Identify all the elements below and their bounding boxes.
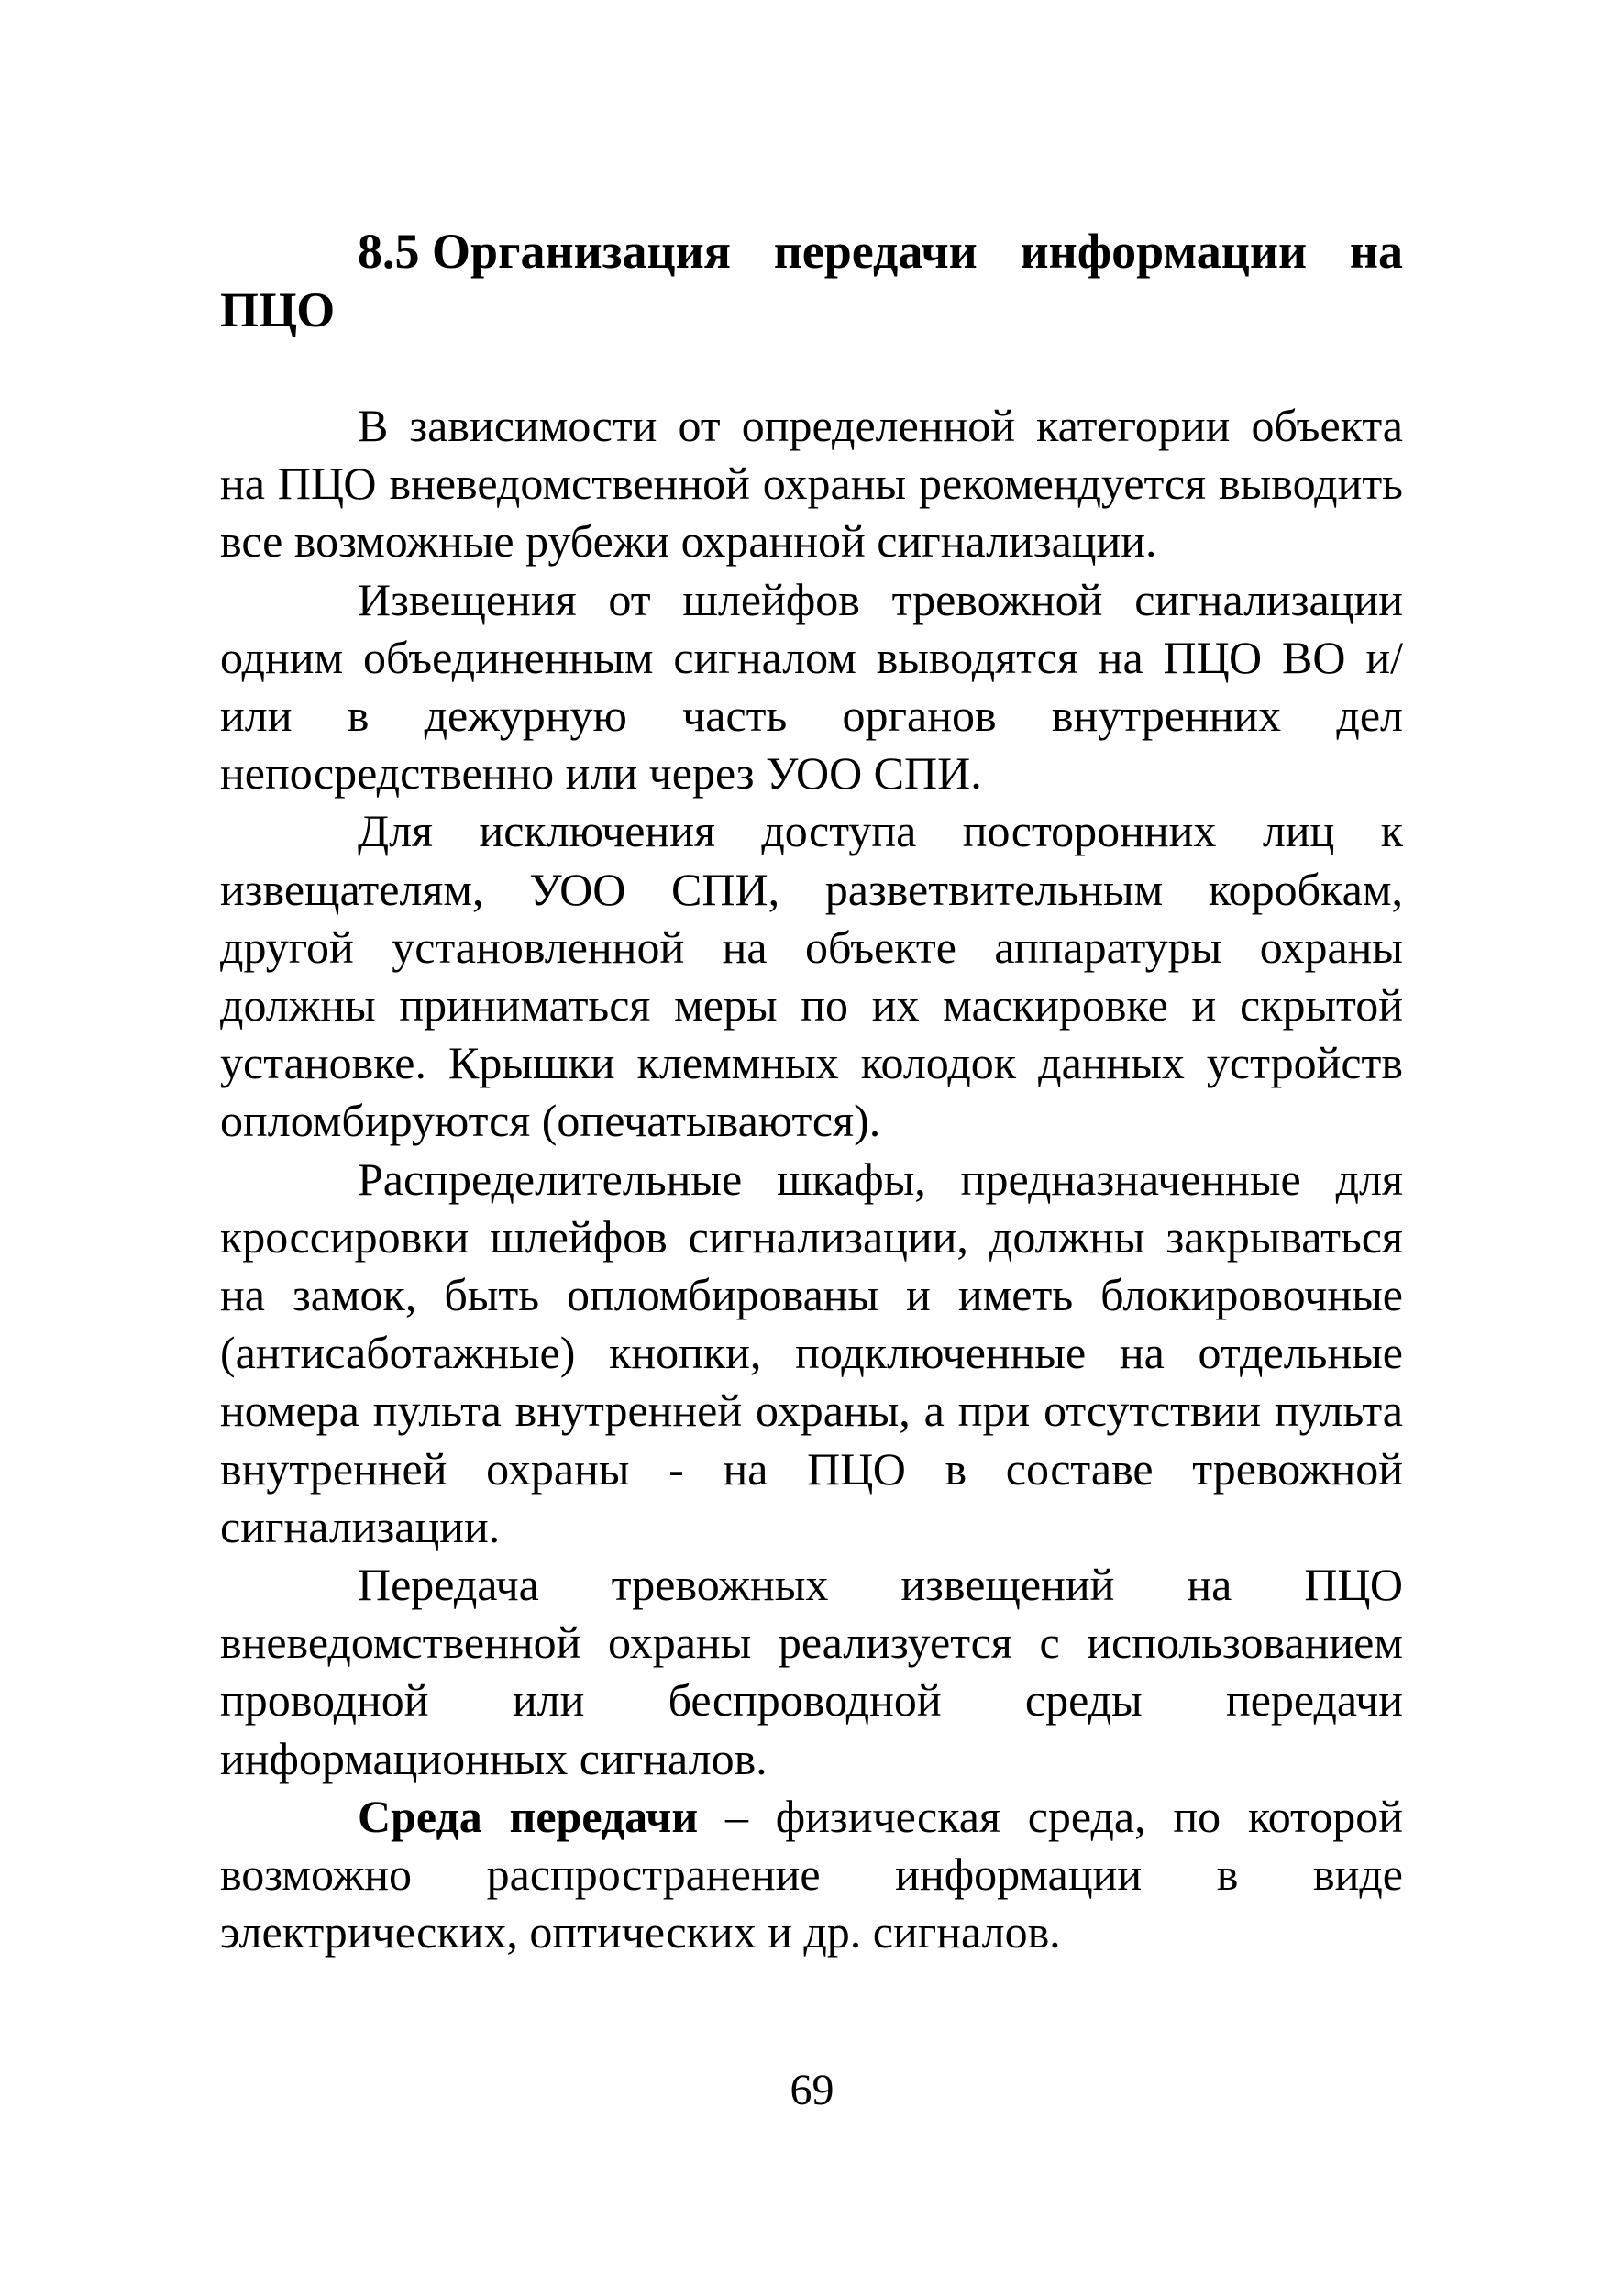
section-title-word: Организация [432,224,731,279]
section-heading-line-2: ПЦО [220,282,336,337]
section-title-word: передачи [773,224,978,279]
section-heading [220,222,1403,339]
section-heading-line-1 [220,222,1403,281]
paragraph: Передача тревожных извещений на ПЦО вневедомственной охраны реализуется с использованием проводной или беспроводной среды передачи информационных сигналов. [220,1559,1403,1784]
page-number: 69 [790,2066,834,2114]
paragraph: Для исключения доступа посторонних лиц к извещателям, УОО СПИ, разветвительным коробкам, другой установленной на объекте аппаратуры охраны должны приниматься меры по их маскировке и скрытой установке. Крышки клеммных колодок данных устройств опломбируются (опечатываются). [220,805,1403,1147]
section-title-word: на [1349,224,1403,279]
section-number: 8.5 [358,224,420,279]
paragraph: В зависимости от определенной категории объекта на ПЦО вневедомственной охраны рекомендуется выводить все возможные рубежи охранной сигнализации. [220,400,1403,568]
paragraph: Извещения от шлейфов тревожной сигнализации одним объединенным сигналом выводятся на ПЦО ВО и/или в дежурную часть органов внутренних дел непосредственно или через УОО СПИ. [220,573,1403,800]
paragraph: Распределительные шкафы, предназначенные для кроссировки шлейфов сигнализации, должны закрываться на замок, быть опломбированы и иметь блокировочные (антисаботажные) кнопки, подключенные на отдельные номера пульта внутренней охраны, а при отсутствии пульта внутренней охраны - на ПЦО в составе тревожной сигнализации. [220,1153,1403,1552]
definition-text: – физическая среда, по которой возможно распространение информации в виде электрических, оптических и др. сигналов. [220,1790,1403,1959]
definition-term: Среда передачи [358,1790,699,1842]
definition-paragraph [220,1788,1403,1962]
section-number-and-first-word [358,222,731,281]
body-text [220,397,1403,1961]
section-title-word: информации [1020,224,1308,279]
